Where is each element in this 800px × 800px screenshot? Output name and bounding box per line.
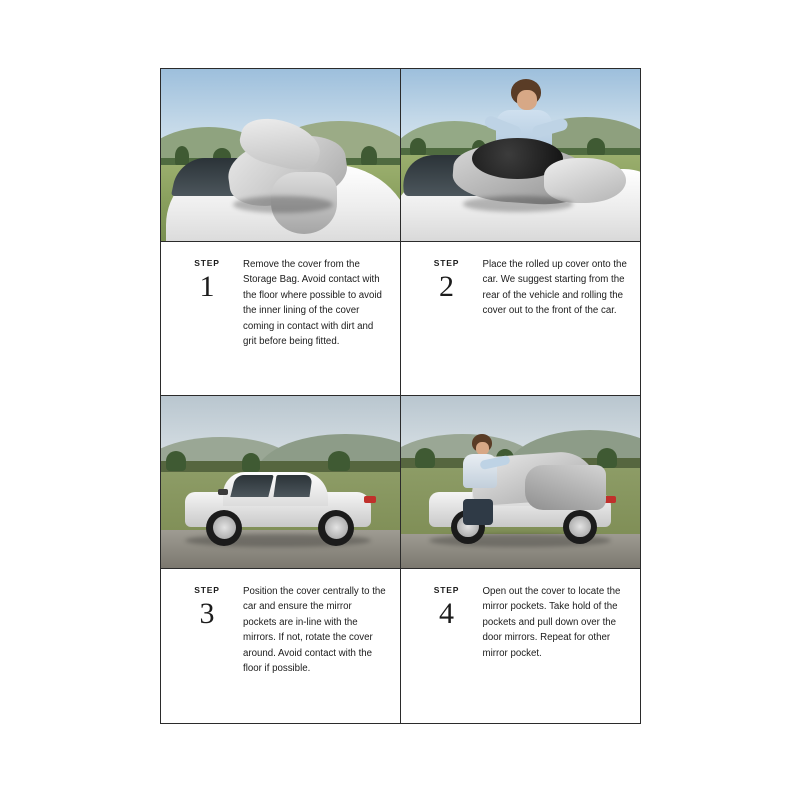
step-2-label: STEP <box>433 258 460 268</box>
step-4-text: Open out the cover to locate the mirror pockets. Take hold of the pockets and pull down over the door mirrors. Repeat for other mirror pocket. <box>482 586 621 659</box>
step-3-label: STEP <box>194 585 220 595</box>
step-4-caption <box>401 569 641 723</box>
step-3-number: 3 <box>199 597 215 630</box>
step-1-label: STEP <box>194 258 220 268</box>
step-2-text: Place the rolled up cover onto the car. We suggest starting from the rear of the vehicle and rolling the cover out to the front of the car. <box>482 259 627 317</box>
step-4-number-block <box>419 583 475 713</box>
steps-grid <box>160 68 641 724</box>
step-card-4 <box>401 396 641 723</box>
step-1-photo <box>161 69 400 242</box>
step-3-text: Position the cover centrally to the car and ensure the mirror pockets are in-line with the mirrors. If not, rotate the cover around. Avoid contact with the floor if possible. <box>243 586 386 675</box>
step-card-3 <box>161 396 401 723</box>
step-1-text: Remove the cover from the Storage Bag. Avoid contact with the floor where possible to avoid the inner lining of the cover coming in contact with dirt and grit before being fitted. <box>243 259 382 348</box>
step-2-photo <box>401 69 641 242</box>
step-card-1 <box>161 69 401 396</box>
step-4-number: 4 <box>439 597 454 630</box>
step-3-photo <box>161 396 400 569</box>
step-1-caption <box>161 242 400 395</box>
step-3-caption <box>161 569 400 723</box>
step-4-label: STEP <box>433 585 460 595</box>
step-2-caption <box>401 242 641 395</box>
step-4-photo <box>401 396 641 569</box>
step-2-number-block <box>419 256 475 385</box>
step-2-number: 2 <box>439 270 454 303</box>
step-card-2 <box>401 69 641 396</box>
step-3-number-block <box>179 583 235 713</box>
step-1-number: 1 <box>199 270 215 303</box>
step-1-number-block <box>179 256 235 385</box>
